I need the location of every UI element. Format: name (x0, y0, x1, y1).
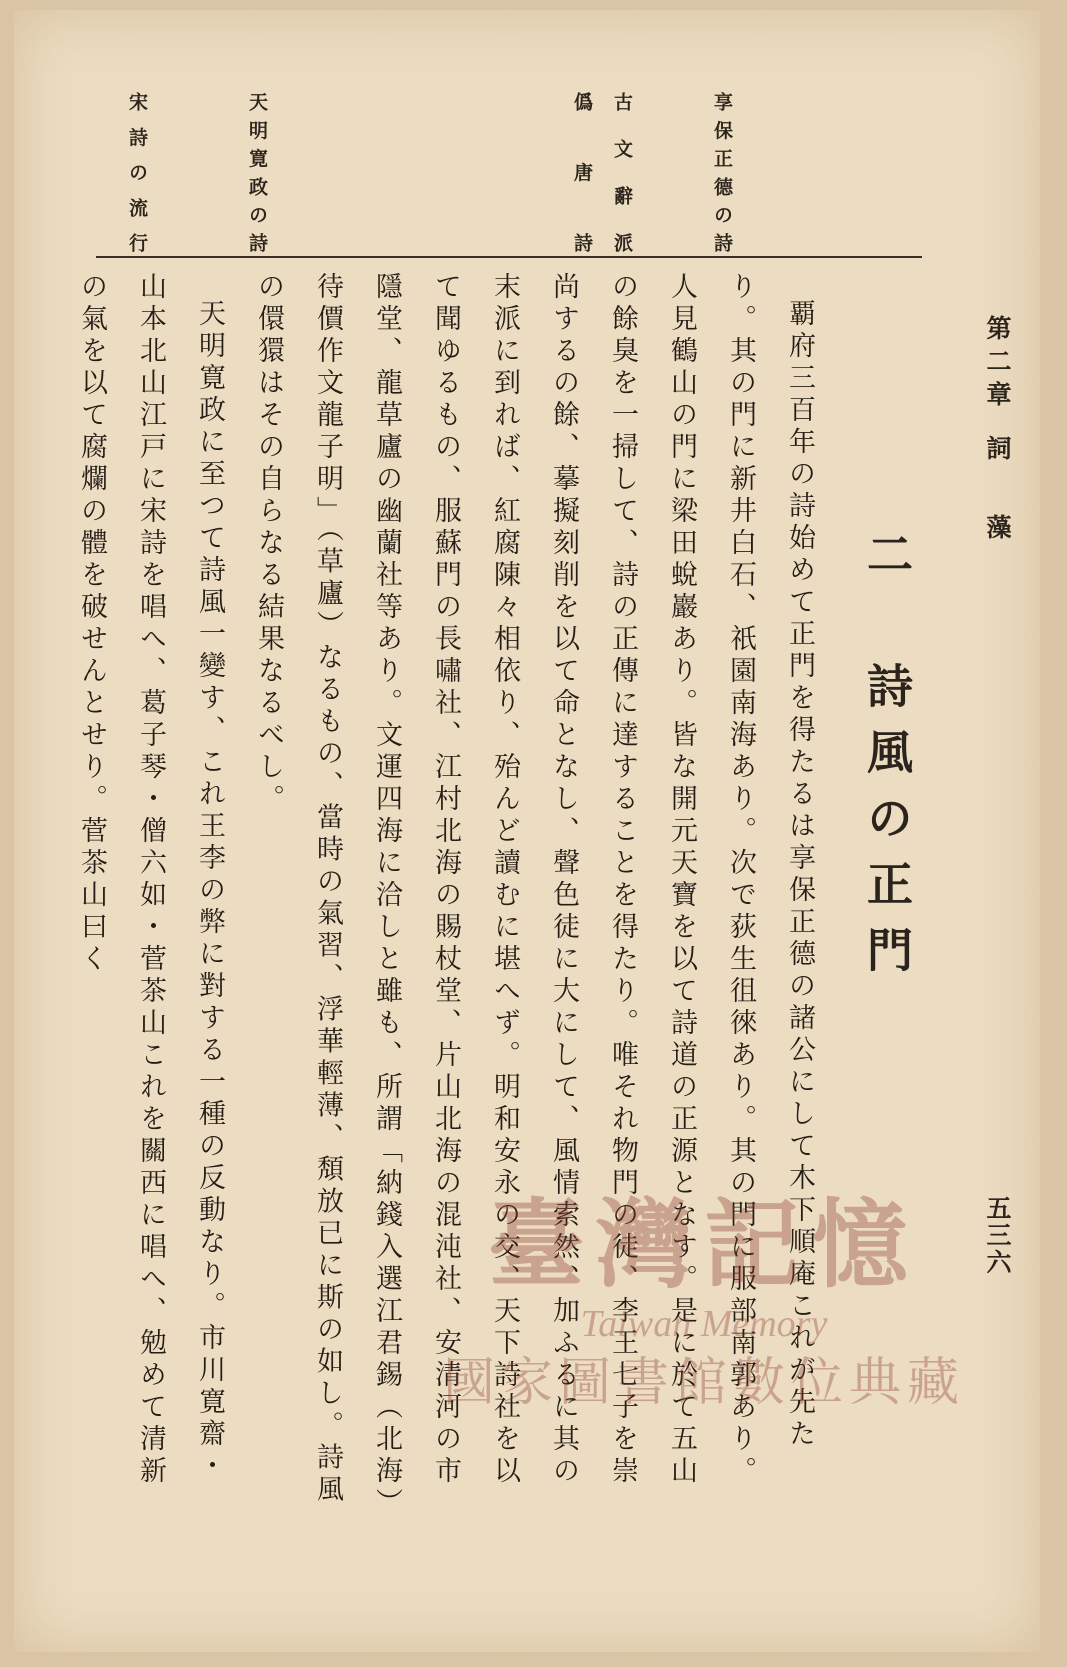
watermark-title: 臺灣記憶 (488, 1188, 920, 1301)
header-rule (96, 256, 922, 258)
page (14, 10, 1040, 1652)
page-number: 五三六 (983, 1195, 1012, 1276)
section-title: 二 詩風の正門 (860, 530, 914, 992)
running-header-chapter: 第二章 (983, 315, 1012, 414)
watermark-english: Taiwan Memory (580, 1303, 828, 1345)
sidenote: 古文辭派 (611, 92, 633, 252)
sidenote: 天明寛政の詩 (246, 92, 268, 252)
sidenote: 享保正德の詩 (711, 92, 733, 252)
paragraph: 覇府三百年の詩始めて正門を得たるは享保正德の諸公にして木下順庵これが先たり。其の門に新井白石、祇園南海あり。次で荻生徂徠あり。其の門に服部南郭あり。人見鶴山の門に梁田蛻巖あり。皆な開元天寶を以て詩道の正源となす。是に於て五山の餘臭を一掃して、詩の正傳に達することを得たり。唯それ物門の徒、李王七子を崇尚するの餘、摹擬刻削を以て命となし、聲色徒に大にして、風情索然、加ふるに其の末派に到れば、紅腐陳々相依り、殆んど讀むに堪へず。明和安永の交、天下詩社を以て聞ゆるもの、服蘇門の長嘯社、江村北海の賜杖堂、片山北海の混沌社、安清河の市隱堂、龍草廬の幽蘭社等あり。文運四海に洽しと雖も、所謂「納錢入選江君錫（北海）待價作文龍子明」（草廬）なるもの、當時の氣習、浮華輕薄、頽放已に斯の如し。詩風の儇獧はその自らなる結果なるべし。 (253, 272, 815, 1507)
sidenote: 僞唐詩 (571, 92, 593, 252)
sidenote: 宋詩の流行 (126, 92, 148, 252)
watermark-subtitle: 國家圖書館數位典藏 (442, 1353, 965, 1413)
paragraph: 天明寛政に至つて詩風一變す、これ王李の弊に對する一種の反動なり。市川寛齋・山本北山江戸に宋詩を唱へ、葛子琴・僧六如・菅茶山これを關西に唱へ、勉めて清新の氣を以て腐爛の體を破せんとせり。菅茶山曰く (76, 272, 225, 1488)
watermark (424, 1190, 984, 1460)
running-header-title: 詞藻 (983, 435, 1012, 593)
